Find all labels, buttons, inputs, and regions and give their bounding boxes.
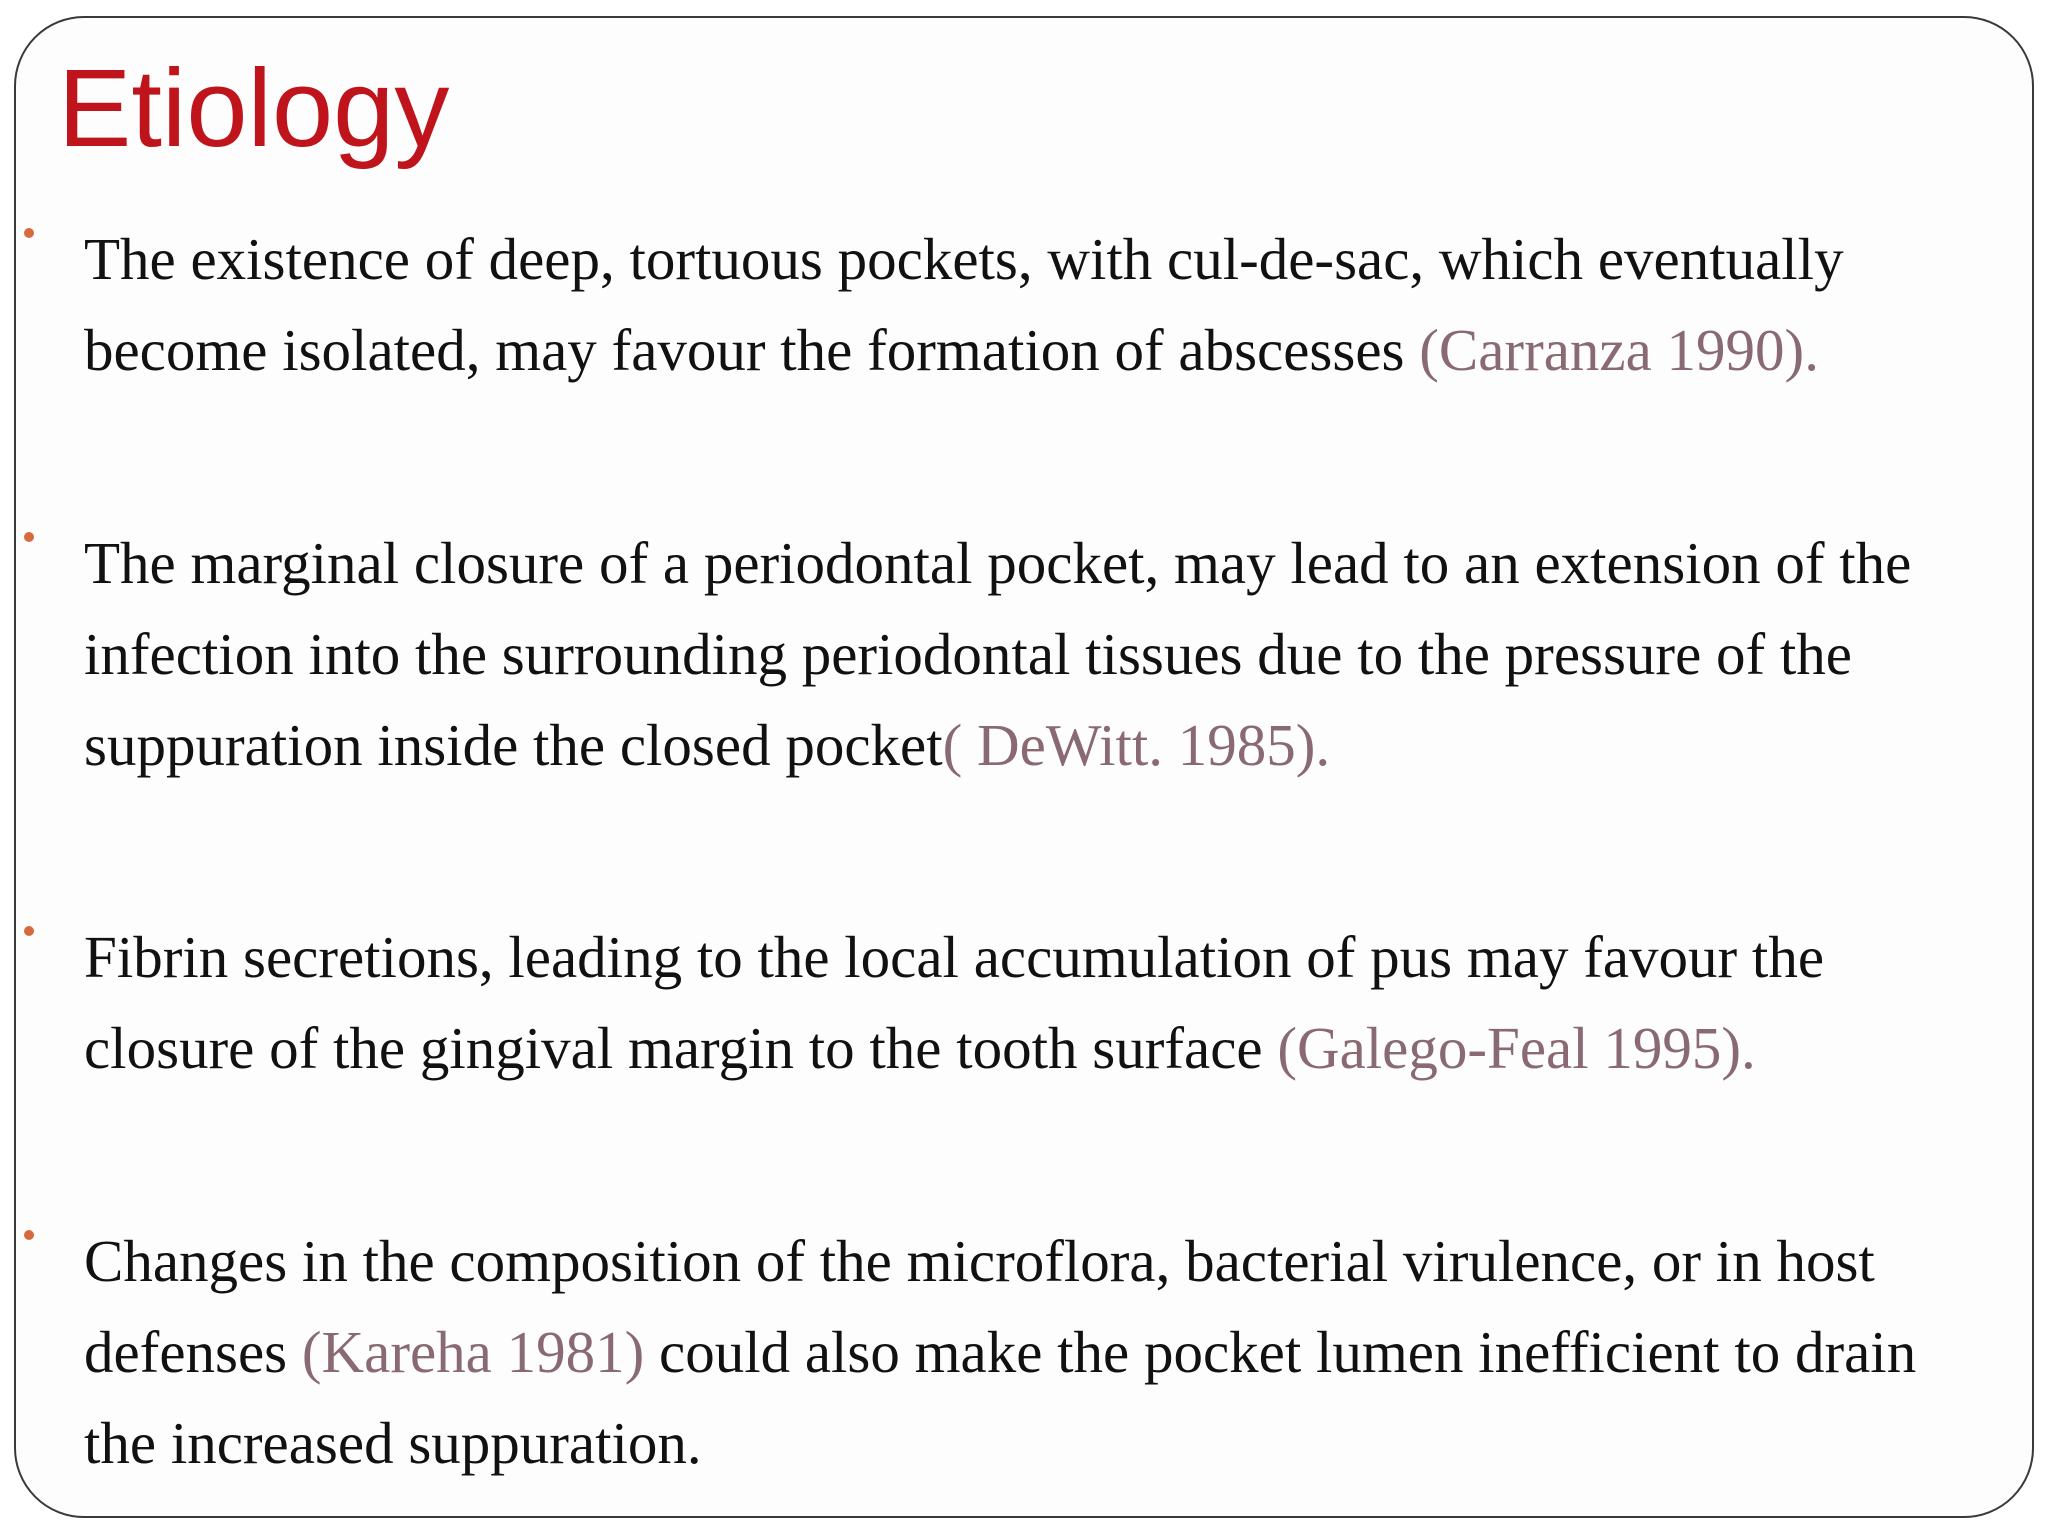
slide-title: Etiology: [58, 47, 450, 170]
bullet-1-line-1: The existence of deep, tortuous pockets, with cul-de-sac, which eventually: [84, 226, 1844, 292]
citation-galego-feal: (Galego-Feal 1995).: [1277, 1015, 1756, 1081]
bullet-dot-icon: [24, 228, 34, 238]
bullet-3-line-1: Fibrin secretions, leading to the local accumulation of pus may favour the: [84, 924, 1825, 990]
slide: [14, 16, 2034, 1518]
bullet-text-1: [84, 214, 2034, 396]
bullet-4-line-2-pre: defenses: [84, 1319, 302, 1385]
bullet-4-line-3: the increased suppuration.: [84, 1410, 702, 1476]
bullet-list: [16, 18, 2032, 1516]
bullet-2-line-2: infection into the surrounding periodontal tissues due to the pressure of the: [84, 621, 1852, 687]
bullet-dot-icon: [24, 1230, 34, 1240]
citation-carranza: (Carranza 1990).: [1419, 317, 1819, 383]
bullet-4-line-1: Changes in the composition of the microflora, bacterial virulence, or in host: [84, 1228, 1875, 1294]
bullet-dot-icon: [24, 532, 34, 542]
bullet-dot-icon: [24, 926, 34, 936]
citation-kareha: (Kareha 1981): [301, 1319, 645, 1385]
bullet-1-line-2: become isolated, may favour the formation of abscesses: [84, 317, 1420, 383]
bullet-2-line-3: suppuration inside the closed pocket: [84, 712, 943, 778]
bullet-text-3: [84, 912, 2034, 1094]
citation-dewitt: ( DeWitt. 1985).: [942, 712, 1331, 778]
bullet-4-line-2-post: could also make the pocket lumen inefficient to drain: [644, 1319, 1917, 1385]
bullet-2-line-1: The marginal closure of a periodontal pocket, may lead to an extension of the: [84, 530, 1912, 596]
bullet-3-line-2: closure of the gingival margin to the tooth surface: [84, 1015, 1278, 1081]
bullet-text-2: [84, 518, 2034, 791]
bullet-text-4: [84, 1216, 2034, 1489]
